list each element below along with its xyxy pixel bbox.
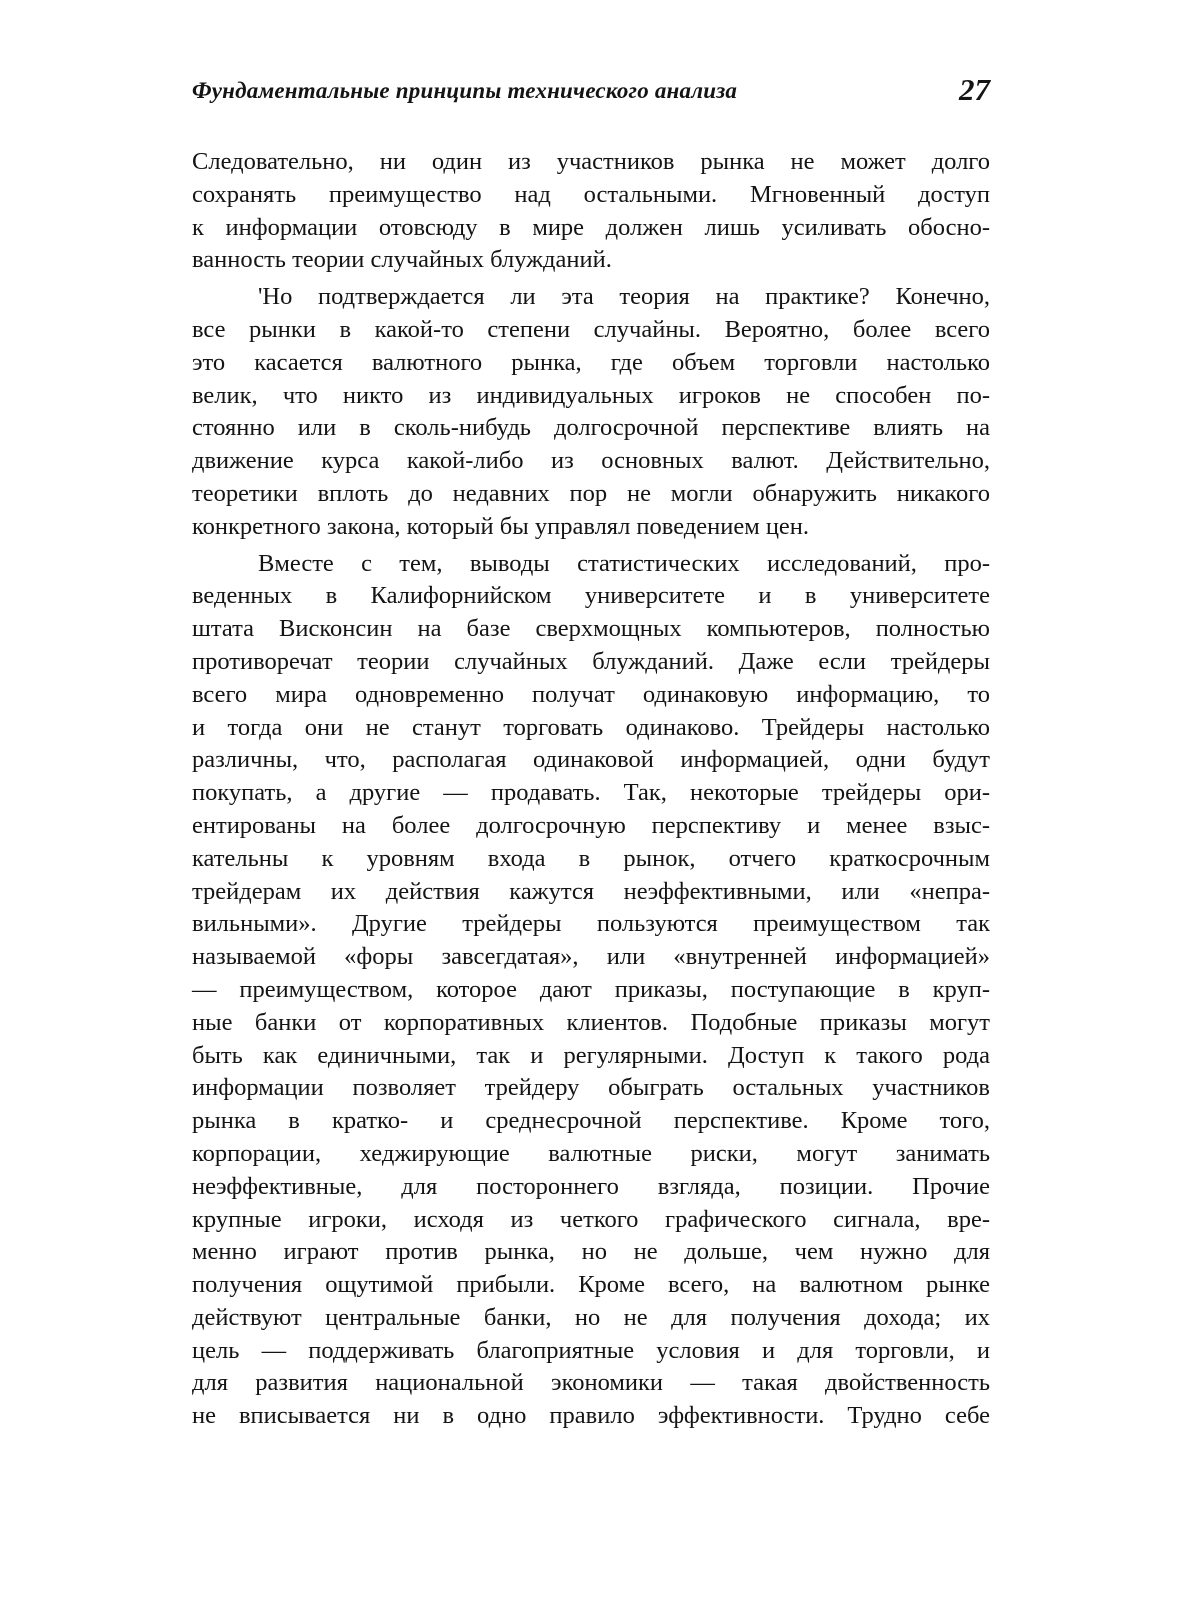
text-line: кательны к уровням входа в рынок, отчего краткосрочным <box>192 844 990 872</box>
text-line: информации позволяет трейдеру обыграть остальных участников <box>192 1074 990 1102</box>
text-line: Вместе с тем, выводы статистических исследований, про- <box>258 549 990 577</box>
paragraph <box>192 548 990 1434</box>
text-line: стоянно или в сколь-нибудь долгосрочной перспективе влиять на <box>192 414 990 442</box>
text-line: веденных в Калифорнийском университете и в университете <box>192 582 990 610</box>
text-line: корпорации, хеджирующие валютные риски, могут занимать <box>192 1139 990 1167</box>
text-line: ванность теории случайных блужданий. <box>192 246 612 274</box>
page-number: 27 <box>959 72 990 107</box>
text-line: 'Но подтверждается ли эта теория на практике? Конечно, <box>258 283 990 311</box>
text-line: крупные игроки, исходя из четкого графического сигнала, вре- <box>192 1205 990 1233</box>
text-line: Следовательно, ни один из участников рынка не может долго <box>192 148 990 175</box>
text-line: конкретного закона, который бы управлял поведением цен. <box>192 512 810 540</box>
text-line: все рынки в какой-то степени случайны. Вероятно, более всего <box>192 315 990 343</box>
text-line: неэффективные, для постороннего взгляда, позиции. Прочие <box>192 1172 990 1200</box>
text-line: противоречат теории случайных блужданий. Даже если трейдеры <box>192 647 990 675</box>
text-line: быть как единичными, так и регулярными. Доступ к такого рода <box>192 1041 990 1069</box>
text-line: штата Висконсин на базе сверхмощных компьютеров, полностью <box>192 615 990 643</box>
text-line: велик, что никто из индивидуальных игроков не способен по- <box>192 381 990 409</box>
text-line: ентированы на более долгосрочную перспективу и менее взыс- <box>192 811 990 839</box>
text-line: получения ощутимой прибыли. Кроме всего, на валютном рынке <box>192 1271 990 1299</box>
text-line: для развития национальной экономики — такая двойственность <box>192 1369 990 1397</box>
text-line: не вписывается ни в одно правило эффективности. Трудно себе <box>192 1402 990 1430</box>
paragraph <box>192 281 990 543</box>
text-line: покупать, а другие — продавать. Так, некоторые трейдеры ори- <box>192 779 990 807</box>
text-line: различны, что, располагая одинаковой информацией, одни будут <box>192 746 990 774</box>
text-line: — преимуществом, которое дают приказы, поступающие в круп- <box>192 975 990 1003</box>
text-line: рынка в кратко- и среднесрочной перспективе. Кроме того, <box>192 1107 990 1135</box>
text-line: это касается валютного рынка, где объем торговли настолько <box>192 348 990 376</box>
text-line: называемой «форы завсегдатая», или «внутренней информацией» <box>192 943 990 971</box>
text-line: сохранять преимущество над остальными. Мгновенный доступ <box>192 180 990 208</box>
text-line: вильными». Другие трейдеры пользуются преимуществом так <box>192 910 990 938</box>
text-line: к информации отовсюду в мире должен лишь усиливать обосно- <box>192 213 990 241</box>
text-line: трейдерам их действия кажутся неэффективными, или «непра- <box>192 877 990 905</box>
text-line: и тогда они не станут торговать одинаково. Трейдеры настолько <box>192 713 990 741</box>
body-text <box>192 146 990 1433</box>
running-header <box>192 72 990 116</box>
text-line: теоретики вплоть до недавних пор не могли обнаружить никакого <box>192 479 990 507</box>
text-line: цель — поддерживать благоприятные условия и для торговли, и <box>192 1336 990 1364</box>
running-title: Фундаментальные принципы технического анализа <box>192 78 738 103</box>
text-line: всего мира одновременно получат одинаковую информацию, то <box>192 680 990 708</box>
paragraph <box>192 146 990 277</box>
text-line: движение курса какой-либо из основных валют. Действительно, <box>192 447 990 475</box>
text-line: ные банки от корпоративных клиентов. Подобные приказы могут <box>192 1008 990 1036</box>
text-line: действуют центральные банки, но не для получения дохода; их <box>192 1303 990 1331</box>
text-line: менно играют против рынка, но не дольше, чем нужно для <box>192 1238 990 1266</box>
